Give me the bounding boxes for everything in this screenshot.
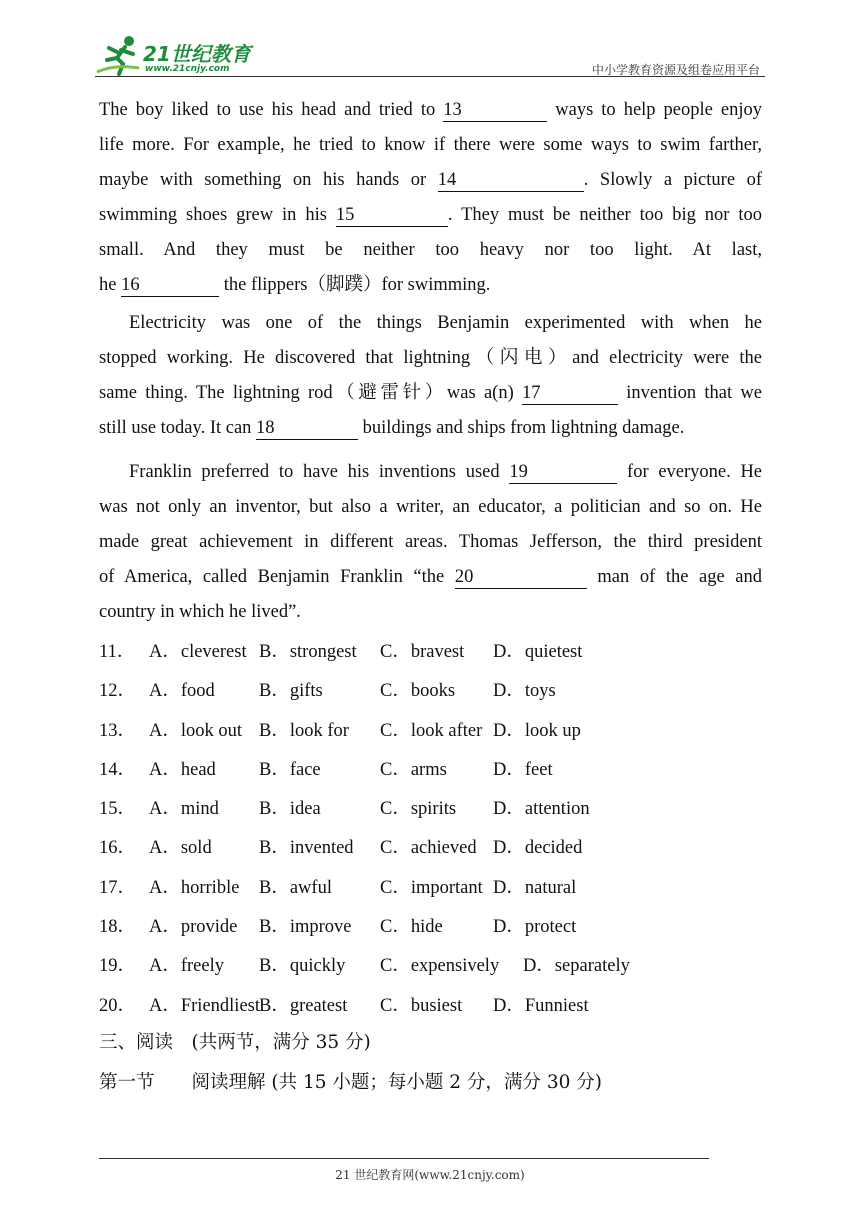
option-row: [99, 787, 762, 826]
option-c: C．books: [380, 681, 456, 702]
text-line: [99, 198, 762, 233]
text-segment: Franklin preferred to have his inventions used: [129, 462, 510, 482]
option-d: D．separately: [523, 956, 630, 977]
text-line: [99, 163, 762, 198]
text-line: [99, 128, 762, 163]
text-segment: still use today. It can: [99, 418, 257, 438]
option-a: A．mind: [149, 799, 219, 820]
text-segment: same thing. The lightning rod（避雷针）was a(n): [99, 383, 523, 403]
option-row: [99, 669, 762, 708]
text-segment: life more. For example, he tried to know if there were some ways to swim farther,: [99, 135, 762, 155]
logo-text: 21世纪教育: [143, 42, 251, 66]
option-b: B．awful: [259, 877, 332, 898]
option-a: A．head: [149, 759, 216, 780]
text-line: [99, 595, 762, 630]
question-number: 15．: [99, 799, 137, 820]
option-b: B．quickly: [259, 956, 346, 977]
option-c: C．spirits: [380, 799, 457, 820]
option-row: [99, 866, 762, 905]
option-b: B．idea: [259, 799, 321, 820]
text-segment: country in which he lived”.: [99, 602, 301, 622]
answer-options: [99, 630, 762, 1023]
site-logo: [95, 34, 275, 76]
option-b: B．strongest: [259, 642, 357, 662]
option-row: [99, 709, 762, 748]
text-segment: The boy liked to use his head and tried to: [99, 100, 444, 120]
text-line: [99, 560, 762, 595]
blank-14: 14: [438, 170, 584, 192]
option-c: C．bravest: [380, 642, 465, 662]
option-row: [99, 826, 762, 865]
question-number: 19．: [99, 956, 137, 977]
section-heading-reading: 三、阅读 (共两节，满分 35 分): [99, 1032, 371, 1053]
page-footer: 21 世纪教育网(www.21cnjy.com): [335, 1168, 525, 1182]
text-line: [99, 93, 762, 128]
blank-15: 15: [336, 205, 448, 227]
option-a: A．cleverest: [149, 642, 247, 662]
option-row: [99, 984, 762, 1023]
blank-20: 20: [455, 567, 587, 589]
option-a: A．Friendliest: [149, 995, 260, 1016]
text-segment: buildings and ships from lightning damage.: [358, 418, 685, 438]
text-line: [99, 525, 762, 560]
text-segment: Electricity was one of the things Benjamin experimented with when he: [129, 313, 762, 333]
question-number: 17．: [99, 877, 137, 898]
page-header: [95, 30, 760, 78]
text-line: [99, 376, 762, 411]
text-segment: the flippers（脚蹼）for swimming.: [219, 275, 491, 295]
text-line: [99, 233, 762, 268]
option-a: A．freely: [149, 956, 224, 977]
option-d: D．feet: [493, 759, 553, 780]
text-segment: for everyone. He: [617, 462, 763, 482]
option-d: D．Funniest: [493, 995, 589, 1016]
question-number: 20．: [99, 995, 137, 1016]
text-line: [99, 306, 762, 341]
text-segment: made great achievement in different areas. Thomas Jefferson, the third president: [99, 532, 762, 552]
option-b: B．invented: [259, 838, 354, 859]
option-c: C．achieved: [380, 838, 477, 859]
text-line: [99, 490, 762, 525]
option-d: D．protect: [493, 917, 577, 938]
text-segment: was not only an inventor, but also a writer, an educator, a politician and so on. He: [99, 497, 762, 517]
text-segment: . Slowly a picture of: [583, 170, 762, 190]
header-divider: [95, 76, 765, 77]
text-segment: . They must be neither too big nor too: [447, 205, 762, 225]
text-line: [99, 411, 762, 446]
option-a: A．look out: [149, 720, 243, 741]
option-a: A．sold: [149, 838, 212, 859]
option-b: B．improve: [259, 917, 352, 938]
text-segment: stopped working. He discovered that lightning（闪电）and electricity were the: [99, 348, 762, 368]
text-segment: swimming shoes grew in his: [99, 205, 336, 225]
logo-url: www.21cnjy.com: [145, 64, 230, 74]
text-segment: maybe with something on his hands or: [99, 170, 438, 190]
option-c: C．important: [380, 877, 483, 898]
text-line: [99, 455, 762, 490]
option-a: A．horrible: [149, 877, 240, 898]
question-number: 18．: [99, 917, 137, 938]
text-segment: man of the age and: [586, 567, 763, 587]
option-c: C．busiest: [380, 995, 463, 1016]
question-number: 14．: [99, 759, 137, 780]
runner-logo-icon: [95, 34, 143, 76]
text-line: [99, 341, 762, 376]
option-b: B．look for: [259, 720, 349, 741]
option-c: C．expensively: [380, 956, 500, 977]
text-segment: ways to help people enjoy: [547, 100, 762, 120]
option-row: [99, 748, 762, 787]
option-c: C．look after: [380, 720, 483, 741]
blank-17: 17: [522, 383, 618, 405]
text-segment: small. And they must be neither too heavy nor too light. At last,: [99, 240, 762, 260]
option-b: B．greatest: [259, 995, 348, 1016]
passage-paragraph-1: [99, 93, 762, 303]
option-d: D．quietest: [493, 642, 583, 662]
option-a: A．food: [149, 681, 215, 702]
option-d: D．attention: [493, 799, 590, 820]
blank-13: 13: [443, 100, 547, 122]
option-d: D．natural: [493, 877, 577, 898]
section-subheading: 第一节 阅读理解 (共 15 小题；每小题 2 分，满分 30 分): [99, 1072, 602, 1093]
text-line: [99, 268, 762, 303]
option-row: [99, 905, 762, 944]
option-row: [99, 630, 762, 669]
question-number: 16．: [99, 838, 137, 859]
option-b: B．gifts: [259, 681, 323, 702]
option-c: C．hide: [380, 917, 443, 938]
question-number: 13．: [99, 720, 137, 741]
question-number: 12．: [99, 681, 137, 702]
header-platform-text: 中小学教育资源及组卷应用平台: [591, 63, 760, 77]
option-d: D．decided: [493, 838, 583, 859]
question-number: 11．: [99, 642, 136, 662]
blank-18: 18: [256, 418, 358, 440]
text-segment: of America, called Benjamin Franklin “the: [99, 567, 455, 587]
option-row: [99, 944, 762, 983]
option-c: C．arms: [380, 759, 447, 780]
footer-divider: [99, 1158, 709, 1159]
option-d: D．look up: [493, 720, 581, 741]
passage-paragraph-3: [99, 455, 762, 630]
passage-paragraph-2: [99, 306, 762, 446]
option-d: D．toys: [493, 681, 556, 702]
text-segment: he: [99, 275, 122, 295]
option-a: A．provide: [149, 917, 238, 938]
blank-16: 16: [121, 275, 219, 297]
blank-19: 19: [509, 462, 617, 484]
option-b: B．face: [259, 759, 321, 780]
text-segment: invention that we: [618, 383, 762, 403]
